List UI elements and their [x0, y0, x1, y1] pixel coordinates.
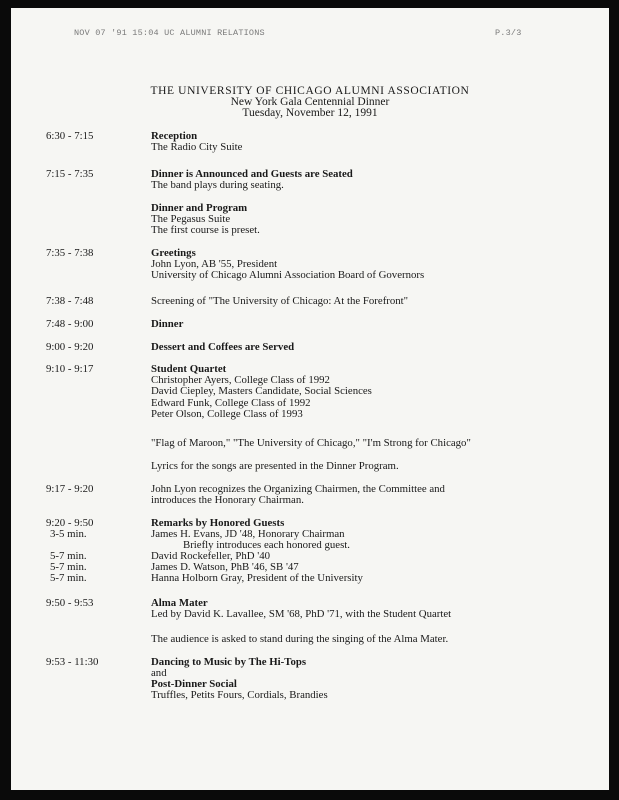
item-time: 7:38 - 7:48 — [46, 295, 94, 307]
song-titles: "Flag of Maroon," "The University of Chicago," "I'm Strong for Chicago" — [151, 437, 471, 449]
item-line: John Lyon, AB '55, President — [151, 258, 278, 271]
audience-note: The audience is asked to stand during the singing of the Alma Mater. — [151, 633, 449, 645]
remark-duration: 5-7 min. — [50, 561, 87, 573]
remark-duration: 5-7 min. — [50, 572, 87, 584]
item-time: 9:10 - 9:17 — [46, 363, 94, 375]
remark-speaker: Briefly introduces each honored guest. — [183, 539, 350, 551]
item-line: The Radio City Suite — [151, 141, 243, 154]
item-line: The band plays during seating. — [151, 179, 284, 192]
item-title: Remarks by Honored Guests — [151, 517, 285, 529]
item-line: Christopher Ayers, College Class of 1992 — [151, 374, 330, 387]
remark-speaker: James H. Evans, JD '48, Honorary Chairman — [151, 528, 345, 540]
item-line: University of Chicago Alumni Association Board of Governors — [151, 269, 425, 282]
item-time: 7:15 - 7:35 — [46, 168, 94, 180]
item-line: John Lyon recognizes the Organizing Chairmen, the Committee and — [151, 483, 445, 495]
org-name: THE UNIVERSITY OF CHICAGO ALUMNI ASSOCIATION — [150, 85, 470, 97]
item-time: 9:00 - 9:20 — [46, 341, 94, 353]
remark-duration: 5-7 min. — [50, 550, 87, 562]
item-line: The first course is preset. — [151, 224, 260, 237]
document-heading — [11, 86, 609, 119]
item-time: 7:48 - 9:00 — [46, 318, 94, 330]
item-title: Dinner — [151, 318, 184, 330]
item-title: Alma Mater — [151, 597, 208, 609]
item-line: David Ciepley, Masters Candidate, Social Sciences — [151, 385, 372, 398]
item-time: 9:17 - 9:20 — [46, 483, 94, 495]
item-time: 9:53 - 11:30 — [46, 656, 99, 668]
item-time: 6:30 - 7:15 — [46, 130, 94, 142]
item-line: The Pegasus Suite — [151, 213, 231, 226]
item-time: 9:50 - 9:53 — [46, 597, 94, 609]
lyrics-note: Lyrics for the songs are presented in the Dinner Program. — [151, 460, 399, 472]
item-line: Edward Funk, College Class of 1992 — [151, 396, 311, 409]
remark-speaker: Hanna Holborn Gray, President of the University — [151, 572, 363, 584]
event-name: New York Gala Centennial Dinner — [230, 96, 390, 108]
item-time: 7:35 - 7:38 — [46, 247, 94, 259]
item-title: Post-Dinner Social — [151, 678, 237, 690]
item-line: introduces the Honorary Chairman. — [151, 494, 304, 507]
item-title: Dinner is Announced and Guests are Seated — [151, 168, 353, 180]
remark-speaker: David Rockefeller, PhD '40 — [151, 550, 271, 562]
item-title: Dessert and Coffees are Served — [151, 341, 295, 353]
item-time: 9:20 - 9:50 — [46, 517, 94, 529]
item-title: Reception — [151, 130, 198, 142]
item-text: Screening of "The University of Chicago: At the Forefront" — [151, 295, 409, 307]
item-line: Led by David K. Lavallee, SM '68, PhD '71, with the Student Quartet — [151, 608, 452, 621]
item-title: Dinner and Program — [151, 202, 248, 214]
fax-header-left: NOV 07 '91 15:04 UC ALUMNI RELATIONS — [74, 28, 265, 38]
item-title: Dancing to Music by The Hi-Tops — [151, 656, 307, 668]
item-line: Truffles, Petits Fours, Cordials, Brandies — [151, 689, 328, 702]
document-page — [11, 8, 609, 790]
remark-duration: 3-5 min. — [50, 528, 87, 540]
item-line: and — [151, 667, 167, 680]
item-title: Greetings — [151, 247, 196, 259]
remark-speaker: James D. Watson, PhB '46, SB '47 — [151, 561, 299, 573]
item-title: Student Quartet — [151, 363, 227, 375]
event-date: Tuesday, November 12, 1991 — [242, 107, 378, 119]
item-line: Peter Olson, College Class of 1993 — [151, 407, 303, 420]
fax-header-page: P.3/3 — [495, 28, 522, 38]
